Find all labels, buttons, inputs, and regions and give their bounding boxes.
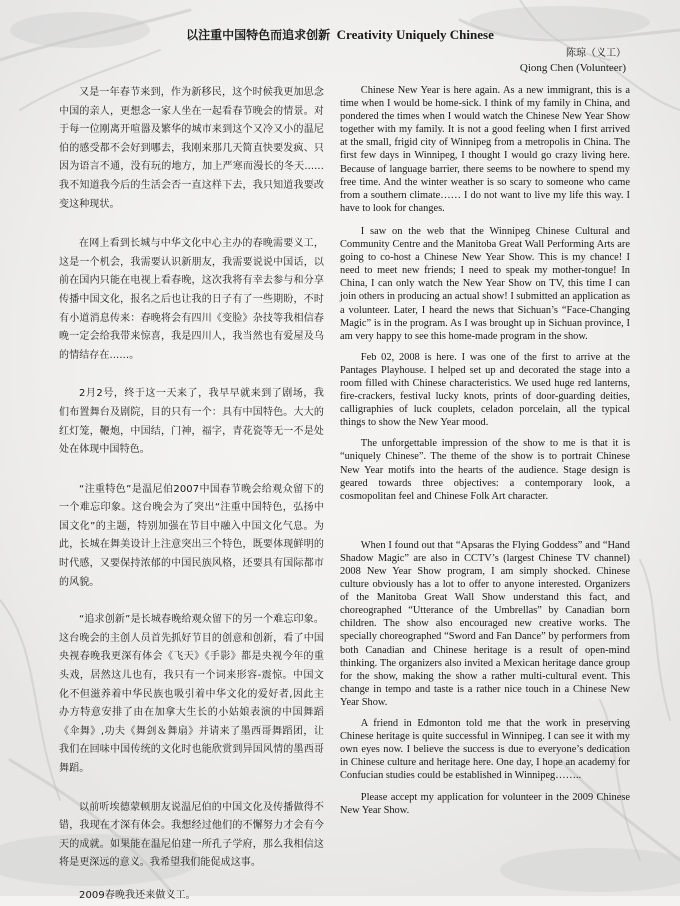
cn-paragraph-5: “追求创新”是长城春晚给观众留下的另一个难忘印象。这台晚会的主创人员首先抓好节目的创意和创新，看了中国央视春晚我更深有体会《飞天》《手影》都是央视今年的重头戏，居然这儿也有，我只有一个词来形容-震惊。中国文化不但滋养着中华民族也吸引着中华文化的爱好者,因此主办方特意安排了由在加拿大生长的小姑娘表演的中国舞蹈《伞舞》,功夫《舞剑＆舞扇》并请来了墨西哥舞蹈团，让我们在回味中国传统的文化时也能欣赏到异国风情的墨西哥舞蹈。: [59, 614, 324, 774]
en-paragraph-2: I saw on the web that the Winnipeg Chinese Cultural and Community Centre and the Manitoba Great Wall Performing Arts are going to co-host a Chinese New Year Show. This is my chance! I need to meet new friends; I need to speak my mother-tongue! In China, I can only watch the New Year Show on TV, this time I can join others in producing an actual show! I submitted an application as a volunteer. Later, I heard the news that Sichuan’s “Face-Changing Magic” is in the program. As I was brought up in Sichuan province, I am very happy to see this home-made program in the show.: [340, 225, 630, 342]
en-paragraph-5: When I found out that “Apsaras the Flying Goddess” and “Hand Shadow Magic” are also in CCTV’s (largest Chinese TV channel) 2008 New Year Show program, I am simply shocked. Chinese culture obviously has a lot to offer to anyone interested. Organizers of the Manitoba Great Wall Show understand this fact, and choreographed “Utterance of the Umbrellas” by Canadian born children. The show also encouraged new creative works. The specially choreographed “Sword and Fan Dance” by performers from both Canadian and Chinese heritage is a result of open-mind thinking. The organizers also invited a Mexican heritage dance group for the show, making the show a rather multi-cultural event. This change in tempo and taste is a rather nice touch in a Chinese New Year Show.: [340, 539, 630, 708]
en-paragraph-7: Please accept my application for volunteer in the 2009 Chinese New Year Show.: [340, 791, 630, 816]
author-block: [520, 46, 626, 76]
chinese-column: [59, 84, 324, 906]
cn-paragraph-7: 2009春晚我还来做义工。: [79, 889, 196, 901]
cn-paragraph-6: 以前听埃德蒙顿朋友说温尼伯的中国文化及传播做得不错，我现在才深有体会。我想经过他们的不懈努力才会有今天的成就。如果能在温尼伯建一所孔子学府，那么我相信这将是更深远的意义。我希望我们能促成这事。: [59, 801, 324, 869]
cn-paragraph-3: 2月2号，终于这一天来了，我早早就来到了剧场，我们布置舞台及剧院，目的只有一个：具有中国特色。大大的红灯笼，鞭炮，中国结，门神，福字，青花瓷等无一不是处处在体现中国特色。: [59, 388, 324, 456]
en-paragraph-4: The unforgettable impression of the show to me is that it is “uniquely Chinese”. The theme of the show is to portrait Chinese New Year motifs into the hearts of the audience. Stage design is geared towards three objectives: a contemporary look, a cosmopolitan feel and Chinese Folk Art character.: [340, 438, 630, 502]
cn-paragraph-4: “注重特色”是温尼伯2007中国春节晚会给观众留下的一个难忘印象。这台晚会为了突出“注重中国特色，弘扬中国文化”的主题，特别加强在节目中融入中国文化气息。为此，长城在舞美设计上注意突出三个特色，既要体现鲜明的时代感，又要保持浓郁的中国民族风格，还要具有国际都市的风貌。: [59, 483, 324, 588]
en-paragraph-3: Feb 02, 2008 is here. I was one of the first to arrive at the Pantages Playhouse. I helped set up and decorated the stage into a room filled with Chinese characteristics. We used huge red lanterns, fire-crackers, festival lucky knots, prints of door-guarding deities, calligraphies of luck couplets, celadon porcelain, all the typical things to show the New Year mood.: [340, 351, 630, 429]
author-chinese: 陈琼（义工）: [566, 48, 626, 59]
cn-paragraph-1: 又是一年春节来到，作为新移民，这个时候我更加思念中国的亲人，更想念一家人坐在一起看春节晚会的情景。对于每一位刚离开喧嚣及繁华的城市来到这个又冷又小的温尼伯的感受都不会好到哪去，我刚来那几天简直快要发疯、只因为语言不通，没有玩的地方，加上严寒而漫长的冬天......我不知道我今后的生活会否一直这样下去，我只知道我要改变这种现状。: [59, 87, 324, 210]
title-chinese: 以注重中国特色而追求创新: [186, 28, 331, 42]
article-title: [0, 26, 680, 43]
cn-paragraph-2: 在网上看到长城与中华文化中心主办的春晚需要义工，这是一个机会，我需要认识新朋友，我需要说说中国话，以前在国内只能在电视上看春晚，这次我将有幸去参与和分享传播中国文化，报名之后也让我的日子有了一些期盼，不时有小道消息传来：春晚将会有四川《变脸》杂技等我相信春晚一定会给我带来惊喜，我是四川人，我当然也有爱屋及乌的情结存在......。: [59, 238, 324, 361]
title-english: Creativity Uniquely Chinese: [336, 27, 494, 42]
en-paragraph-1: Chinese New Year is here again. As a new immigrant, this is a time when I would be home-sick. I think of my family in China, and pondered the times when I would watch the Chinese New Year Show together with my family. It is not a good feeling when I first arrived at the small, frigid city of Winnipeg from a metropolis in China. The first few days in Winnipeg, I thought I would go crazy living here. Because of language barrier, there seems to be nowhere to spend my free time. And the winter weather is so scary to someone who came from a southern climate…… I do not want to live my life this way. I have to look for changes.: [340, 85, 630, 214]
author-english: Qiong Chen (Volunteer): [519, 62, 626, 74]
en-paragraph-6: A friend in Edmonton told me that the work in preserving Chinese heritage is quite successful in Winnipeg. I can see it with my own eyes now. I believe the success is due to everyone’s dedication in Chinese culture and heritage here. One day, I hope an academy for Confucian studies could be established in Winnipeg……..: [340, 718, 630, 782]
english-column: [340, 84, 630, 817]
